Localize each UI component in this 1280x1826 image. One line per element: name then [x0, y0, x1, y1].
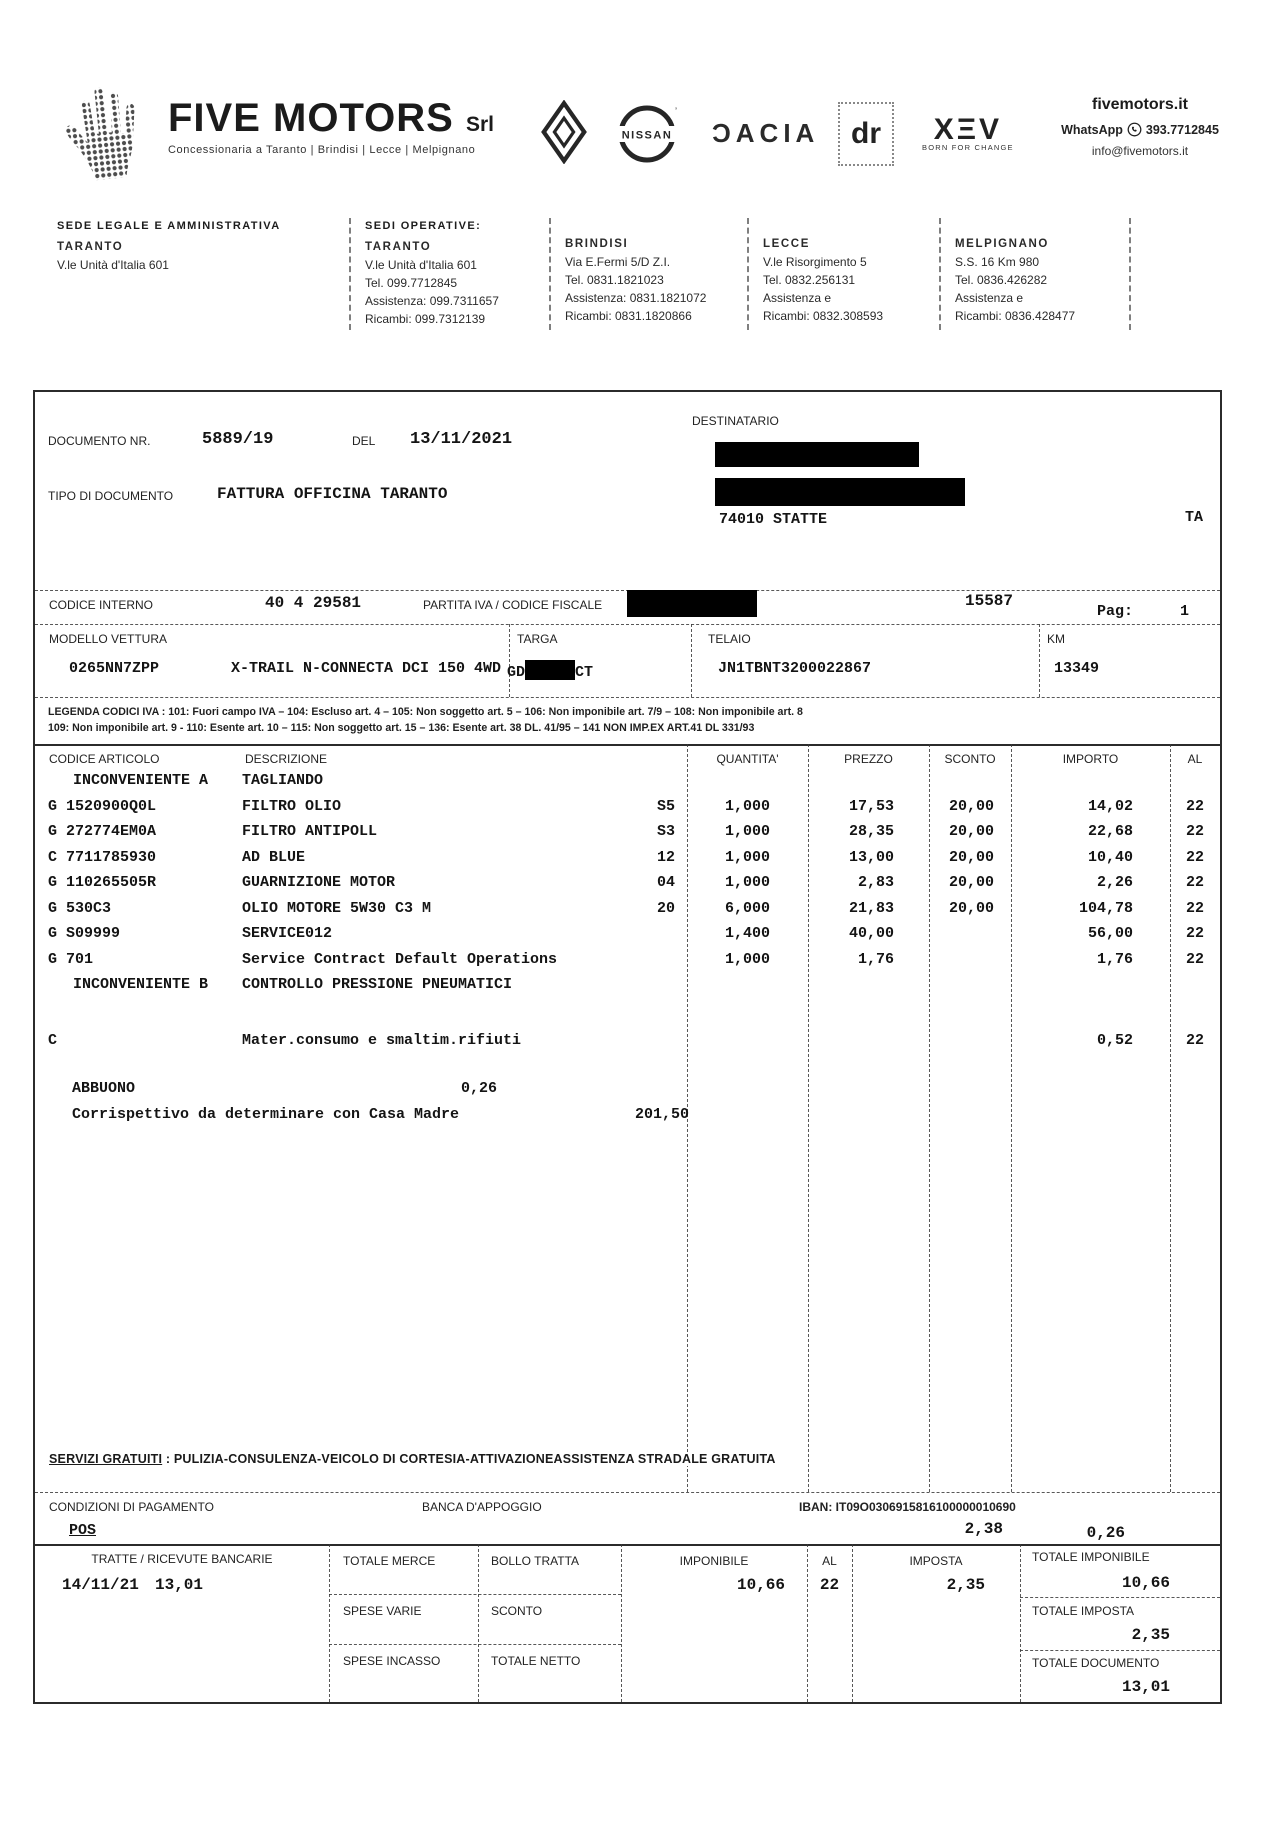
targa-label: TARGA	[517, 632, 558, 646]
col-header-importo: IMPORTO	[1062, 752, 1119, 766]
imposta-value: 2,35	[946, 1576, 985, 1594]
modello-code: 0265NN7ZPP	[69, 660, 160, 677]
targa-redaction-bar	[525, 660, 575, 680]
item-ref: 12	[656, 848, 675, 866]
divider	[35, 744, 1220, 746]
location-city: LECCE	[763, 238, 810, 250]
km-label: KM	[1047, 632, 1065, 646]
item-descrizione: GUARNIZIONE MOTOR	[242, 874, 396, 891]
imponibile-value: 10,66	[736, 1576, 785, 1594]
item-sconto: 20,00	[948, 848, 994, 866]
location-line: V.le Unità d'Italia 601	[365, 257, 477, 272]
item-quantita: 1,000	[724, 950, 770, 968]
location-line: Ricambi: 0836.428477	[955, 309, 1076, 324]
item-sconto: 20,00	[948, 797, 994, 815]
destinatario-cap-city: 74010 STATTE	[719, 511, 828, 528]
location-title: SEDE LEGALE E AMMINISTRATIVA	[57, 220, 281, 232]
sconto-label: SCONTO	[491, 1604, 543, 1618]
table-row	[35, 1032, 1220, 1058]
location-line: Assistenza e	[955, 291, 1024, 306]
location-line: Tel. 0831.1821023	[565, 273, 664, 288]
divider	[691, 624, 692, 697]
item-prezzo: 28,35	[848, 823, 894, 840]
item-descrizione: CONTROLLO PRESSIONE PNEUMATICI	[242, 976, 513, 993]
xev-logo-subtext: BORN FOR CHANGE	[922, 143, 1014, 152]
divider	[1039, 624, 1040, 697]
divider	[35, 697, 1220, 698]
location-line: Via E.Fermi 5/D Z.I.	[565, 255, 671, 270]
destinatario-provincia: TA	[1185, 509, 1204, 526]
codice-interno-label: CODICE INTERNO	[49, 598, 154, 612]
svg-text:NISSAN: NISSAN	[621, 129, 673, 142]
dacia-logo: ƆACIA	[712, 118, 820, 148]
iban-value: IBAN: IT09O0306915816100000010690	[799, 1500, 1016, 1514]
item-importo: 10,40	[1087, 848, 1133, 866]
abbuono-value: 0,26	[460, 1080, 497, 1097]
item-importo: 2,26	[1096, 874, 1133, 891]
item-ref: S3	[656, 823, 675, 840]
table-row	[35, 900, 1220, 926]
location-melpignano	[955, 218, 1115, 330]
item-descrizione: AD BLUE	[242, 848, 306, 866]
item-codice: INCONVENIENTE B	[73, 976, 209, 993]
item-al: 22	[1185, 823, 1204, 840]
col-header-prezzo: PREZZO	[844, 752, 893, 766]
item-codice: G 1520900Q0L	[48, 797, 157, 815]
item-descrizione: SERVICE012	[242, 925, 333, 942]
company-suffix: Srl	[465, 113, 494, 136]
item-codice: G 530C3	[48, 899, 112, 917]
destinatario-address-redaction-bar	[715, 478, 965, 506]
totale-imponibile-label: TOTALE IMPONIBILE	[1032, 1550, 1150, 1564]
item-sconto: 20,00	[948, 823, 994, 840]
tratte-label: TRATTE / RICEVUTE BANCARIE	[91, 1552, 273, 1566]
al-footer-value: 22	[819, 1576, 840, 1594]
location-city: TARANTO	[365, 240, 432, 253]
item-prezzo: 21,83	[848, 899, 894, 917]
servizi-gratuiti-title: SERVIZI GRATUITI	[49, 1452, 163, 1466]
corrispettivo-value: 201,50	[634, 1106, 689, 1123]
document-box	[33, 390, 1222, 1704]
servizi-gratuiti-text: : PULIZIA-CONSULENZA-VEICOLO DI CORTESIA-ATTIVAZIONEASSISTENZA STRADALE GRATUITA	[162, 1452, 776, 1466]
payment-method: POS	[69, 1522, 97, 1539]
location-sede-legale	[57, 218, 335, 330]
item-quantita: 1,000	[724, 797, 770, 815]
tratte-date: 14/11/21	[62, 1576, 139, 1594]
item-quantita: 1,000	[724, 874, 770, 891]
item-descrizione: Service Contract Default Operations	[242, 950, 558, 968]
contact-block	[1040, 96, 1240, 158]
location-line: Assistenza: 099.7311657	[365, 293, 499, 308]
modello-value: X-TRAIL N-CONNECTA DCI 150 4WD	[231, 660, 502, 677]
location-city: BRINDISI	[565, 238, 629, 250]
documento-nr-value: 5889/19	[202, 430, 274, 449]
item-al: 22	[1185, 848, 1204, 866]
destinatario-label: DESTINATARIO	[692, 414, 779, 428]
items-rows	[35, 772, 1220, 1057]
item-prezzo: 2,83	[857, 874, 894, 891]
table-row	[35, 823, 1220, 849]
location-line: Assistenza e	[763, 291, 832, 306]
tipo-documento-value: FATTURA OFFICINA TARANTO	[217, 485, 448, 503]
item-codice: G 272774EM0A	[48, 823, 157, 840]
item-prezzo: 13,00	[848, 848, 894, 866]
item-al: 22	[1185, 925, 1204, 942]
hand-silhouette	[62, 84, 142, 183]
divider	[1020, 1650, 1220, 1651]
xev-logo-text: XΞV	[933, 113, 1003, 146]
table-row	[35, 951, 1220, 977]
piva-code: 15587	[965, 592, 1014, 610]
item-al: 22	[1185, 950, 1204, 968]
item-descrizione: OLIO MOTORE 5W30 C3 M	[242, 899, 432, 917]
location-line: Tel. 0836.426282	[955, 273, 1048, 288]
tratte-value: 13,01	[155, 1576, 204, 1594]
phone-icon	[1127, 122, 1142, 137]
documento-nr-label: DOCUMENTO NR.	[48, 434, 151, 448]
location-taranto	[365, 218, 535, 330]
col-header-al: AL	[1187, 752, 1203, 766]
item-descrizione: FILTRO ANTIPOLL	[242, 823, 378, 840]
imponibile-label: IMPONIBILE	[679, 1554, 749, 1568]
item-prezzo: 17,53	[848, 797, 894, 815]
totale-documento-label: TOTALE DOCUMENTO	[1032, 1656, 1160, 1670]
imposta-label: IMPOSTA	[909, 1554, 963, 1568]
company-name: FIVE MOTORS Srl	[168, 96, 494, 140]
item-codice: INCONVENIENTE A	[73, 772, 209, 789]
item-ref: 04	[656, 874, 675, 891]
item-prezzo: 1,76	[857, 950, 894, 968]
table-row	[35, 976, 1220, 1002]
location-title: SEDI OPERATIVE:	[365, 220, 482, 232]
divider	[329, 1544, 330, 1702]
abbuono-label: ABBUONO	[72, 1080, 136, 1097]
codice-interno-value: 40 4 29581	[265, 594, 362, 612]
totale-imponibile-value: 10,66	[1121, 1574, 1170, 1592]
table-row	[35, 874, 1220, 900]
item-al: 22	[1185, 874, 1204, 891]
location-brindisi	[565, 218, 733, 330]
legenda-line1: LEGENDA CODICI IVA : 101: Fuori campo IVA – 104: Escluso art. 4 – 105: Non soggetto art. 5 – 106: Non imponibile art. 7/9 – 108: Non imponibile art. 8	[48, 706, 803, 718]
spese-incasso-label: SPESE INCASSO	[343, 1654, 441, 1668]
divider	[747, 218, 749, 330]
divider	[549, 218, 551, 330]
nissan-logo-icon	[616, 102, 680, 171]
item-al: 22	[1185, 797, 1204, 815]
divider	[35, 624, 1220, 625]
item-sconto: 20,00	[948, 874, 994, 891]
dr-logo	[838, 102, 894, 166]
condizioni-pagamento-label: CONDIZIONI DI PAGAMENTO	[49, 1500, 214, 1514]
totale-merce-label: TOTALE MERCE	[343, 1554, 436, 1568]
item-ref: 20	[656, 899, 675, 917]
banca-appoggio-label: BANCA D'APPOGGIO	[422, 1500, 542, 1514]
totale-imposta-label: TOTALE IMPOSTA	[1032, 1604, 1135, 1618]
divider	[329, 1594, 621, 1595]
item-codice: C	[48, 1031, 58, 1049]
location-line: Ricambi: 0831.1820866	[565, 309, 692, 324]
divider	[1020, 1544, 1021, 1702]
item-quantita: 1,000	[724, 823, 770, 840]
svg-text:’: ’	[675, 106, 677, 116]
item-al: 22	[1185, 1031, 1204, 1049]
whatsapp-label: WhatsApp	[1061, 122, 1123, 137]
bollo-tratta-label: BOLLO TRATTA	[491, 1554, 580, 1568]
divider	[478, 1544, 479, 1702]
location-line: V.le Unità d'Italia 601	[57, 257, 169, 272]
table-row	[35, 772, 1220, 798]
col-header-sconto: SCONTO	[944, 752, 996, 766]
col-header-codice: CODICE ARTICOLO	[49, 752, 160, 766]
location-lecce	[763, 218, 925, 330]
destinatario-redaction-bar	[715, 442, 919, 467]
location-line: S.S. 16 Km 980	[955, 255, 1040, 270]
location-line: V.le Risorgimento 5	[763, 255, 867, 270]
table-row	[35, 925, 1220, 951]
km-value: 13349	[1054, 660, 1100, 677]
table-row	[35, 798, 1220, 824]
dr-logo-text: dr	[851, 117, 881, 150]
item-importo: 1,76	[1096, 950, 1133, 968]
email: info@fivemotors.it	[1091, 144, 1189, 158]
partita-iva-redaction-bar	[627, 590, 757, 617]
tipo-documento-label: TIPO DI DOCUMENTO	[48, 489, 174, 503]
modello-vettura-label: MODELLO VETTURA	[49, 632, 168, 646]
location-line: Tel. 0832.256131	[763, 273, 856, 288]
item-importo: 14,02	[1087, 797, 1133, 815]
item-codice: G 701	[48, 950, 94, 968]
item-importo: 56,00	[1087, 925, 1133, 942]
item-descrizione: TAGLIANDO	[242, 772, 324, 789]
documento-date: 13/11/2021	[410, 430, 513, 449]
divider	[35, 1492, 1220, 1493]
targa-value: GD CT	[507, 660, 593, 681]
partita-iva-label: PARTITA IVA / CODICE FISCALE	[423, 598, 603, 612]
payment-amount-a: 2,38	[964, 1520, 1003, 1538]
item-codice: C 7711785930	[48, 848, 157, 866]
location-city: MELPIGNANO	[955, 238, 1049, 250]
company-tagline: Concessionaria a Taranto | Brindisi | Lecce | Melpignano	[168, 144, 476, 156]
telaio-label: TELAIO	[708, 632, 751, 646]
locations-row	[57, 218, 1247, 330]
location-line: Tel. 099.7712845	[365, 275, 458, 290]
divider	[1020, 1597, 1220, 1598]
item-sconto: 20,00	[948, 899, 994, 917]
divider	[349, 218, 351, 330]
item-codice: G 110265505R	[48, 874, 157, 891]
table-row	[35, 849, 1220, 875]
servizi-gratuiti-line	[49, 1452, 782, 1466]
divider	[939, 218, 941, 330]
legenda-iva	[48, 704, 1148, 737]
telaio-value: JN1TBNT3200022867	[718, 660, 872, 677]
totale-documento-value: 13,01	[1121, 1678, 1170, 1696]
divider	[1129, 218, 1131, 330]
location-city: TARANTO	[57, 240, 124, 253]
del-label: DEL	[352, 434, 376, 448]
item-importo: 104,78	[1078, 899, 1133, 917]
renault-logo-icon	[540, 100, 588, 169]
legenda-line2: 109: Non imponibile art. 9 - 110: Esente art. 10 – 115: Non soggetto art. 15 – 136: Esente art. 38 DL. 41/95 – 141 NON IMP.EX ART.41 DL 331/93	[48, 722, 755, 735]
xev-logo	[922, 113, 1014, 152]
item-importo: 0,52	[1096, 1031, 1133, 1049]
item-quantita: 1,400	[724, 925, 770, 942]
divider	[35, 1544, 1220, 1546]
item-ref: S5	[656, 797, 675, 815]
totale-netto-label: TOTALE NETTO	[491, 1654, 581, 1668]
location-line: Ricambi: 099.7312139	[365, 311, 486, 326]
pag-value: 1	[1180, 603, 1190, 620]
al-footer-label: AL	[822, 1554, 837, 1568]
hand-logo	[55, 82, 155, 187]
item-prezzo: 40,00	[848, 925, 894, 942]
divider	[329, 1644, 621, 1645]
item-quantita: 1,000	[724, 848, 770, 866]
spese-varie-label: SPESE VARIE	[343, 1604, 422, 1618]
pag-label: Pag:	[1097, 603, 1134, 620]
location-line: Ricambi: 0832.308593	[763, 309, 884, 324]
location-line: Assistenza: 0831.1821072	[565, 291, 707, 306]
item-importo: 22,68	[1087, 823, 1133, 840]
col-header-quantita: QUANTITA'	[716, 752, 779, 766]
item-al: 22	[1185, 899, 1204, 917]
whatsapp-line	[1040, 122, 1240, 137]
payment-amount-b: 0,26	[1086, 1524, 1125, 1542]
item-descrizione: FILTRO OLIO	[242, 797, 342, 815]
company-block	[168, 98, 494, 156]
item-descrizione: Mater.consumo e smaltim.rifiuti	[242, 1031, 522, 1049]
corrispettivo-label: Corrispettivo da determinare con Casa Madre	[72, 1106, 460, 1123]
col-header-descrizione: DESCRIZIONE	[245, 752, 328, 766]
item-quantita: 6,000	[724, 899, 770, 917]
website: fivemotors.it	[1091, 96, 1188, 113]
whatsapp-number: 393.7712845	[1145, 122, 1219, 137]
totale-imposta-value: 2,35	[1131, 1626, 1170, 1644]
item-codice: G S09999	[48, 925, 121, 942]
